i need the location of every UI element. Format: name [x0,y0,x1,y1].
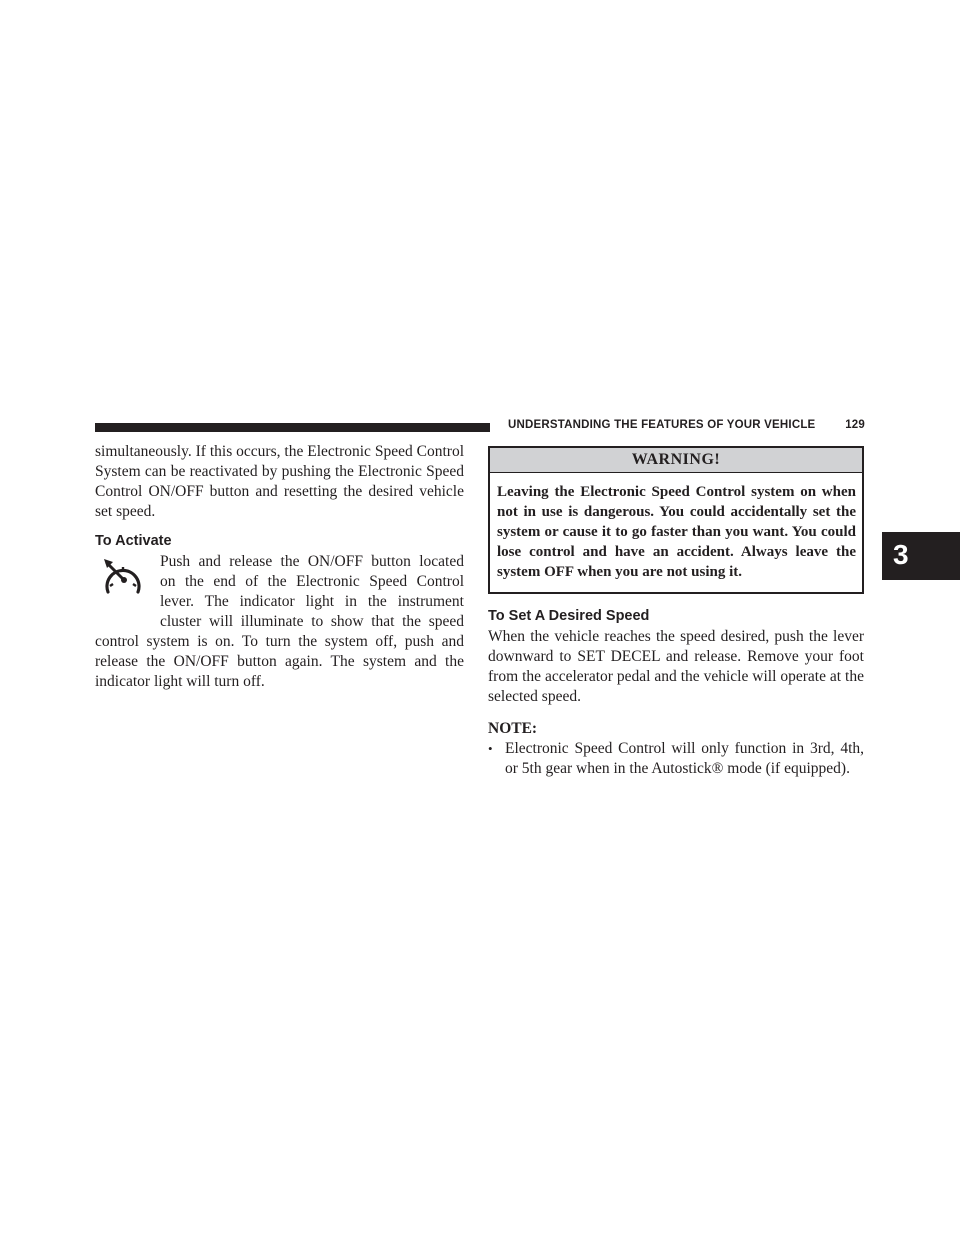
note-bullet-item [488,739,864,779]
warning-text: Leaving the Electronic Speed Control system on when not in use is dangerous. You could accidentally set the system or cause it to go faster than you want. You could lose control and have an accident. Always leave the system OFF when you are not using it. [497,484,856,580]
activate-line-3: lever. The indicator light in the instrument [160,593,464,610]
chapter-number: 3 [893,539,909,570]
intro-paragraph: simultaneously. If this occurs, the Electronic Speed Control System can be reactivated by pushing the Electronic Speed Control ON/OFF button and resetting the desired vehicle set speed. [95,443,464,520]
page-number: 129 [845,419,865,431]
bullet-icon: • [488,741,493,756]
note-bullet-text: Electronic Speed Control will only function in 3rd, 4th, or 5th gear when in the Autostick® mode (if equipped). [505,740,864,777]
activate-heading: To Activate [95,533,172,549]
header-rule [95,423,490,432]
activate-paragraph: control system is on. To turn the system off, push and release the ON/OFF button again. The system and the indicator light will turn off. [95,633,464,690]
running-header [508,419,865,431]
chapter-tab [882,532,960,580]
set-speed-heading: To Set A Desired Speed [488,608,650,624]
set-speed-paragraph: When the vehicle reaches the speed desired, push the lever downward to SET DECEL and release. Remove your foot from the accelerator pedal and the vehicle will operate at the selected speed. [488,628,864,705]
speed-control-icon [100,556,146,598]
section-title: UNDERSTANDING THE FEATURES OF YOUR VEHICLE [508,419,816,431]
activate-line-4: cluster will illuminate to show that the speed [160,613,464,630]
note-label: NOTE: [488,720,538,737]
left-column [95,442,464,692]
warning-title: WARNING! [490,448,862,473]
activate-block [95,552,464,692]
activate-line-1: Push and release the ON/OFF button located [160,553,464,570]
warning-box [488,446,864,594]
activate-line-2: on the end of the Electronic Speed Control [160,573,464,590]
right-column [488,446,864,779]
